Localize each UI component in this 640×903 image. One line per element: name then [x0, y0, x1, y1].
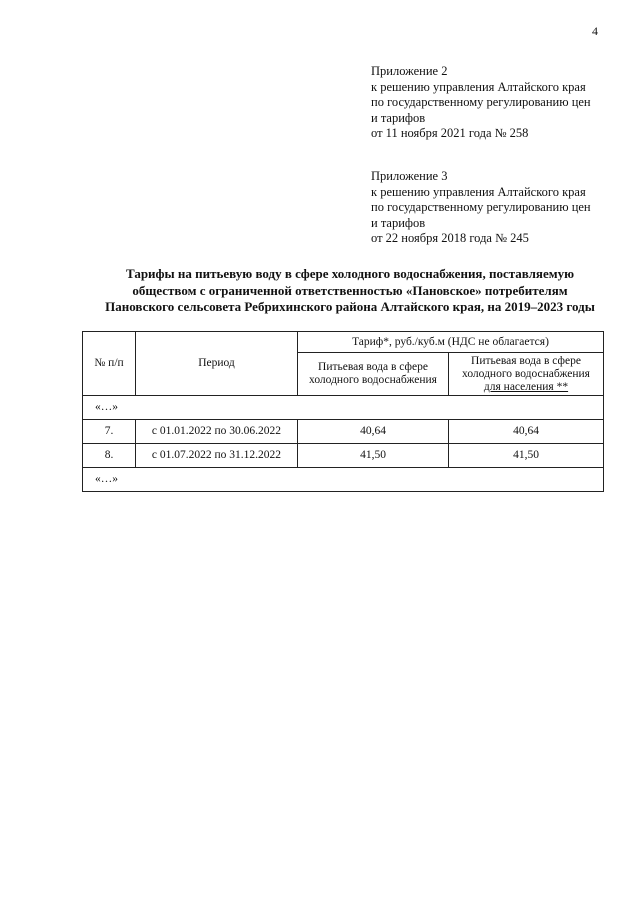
- appendix-3-line: по государственному регулированию цен: [371, 200, 591, 214]
- header-population-line: холодного водоснабжения: [462, 367, 590, 380]
- appendix-3-line: Приложение 3: [371, 169, 448, 183]
- title-line: Тарифы на питьевую воду в сфере холодного водоснабжения, поставляемую: [125, 266, 575, 281]
- title-line: обществом с ограниченной ответственностью «Пановское» потребителям: [132, 282, 568, 298]
- appendix-3-line: от 22 ноября 2018 года № 245: [371, 231, 529, 245]
- tariff-table: [82, 331, 604, 492]
- header-population-line: Питьевая вода в сфере: [471, 354, 581, 367]
- appendix-2-block: [371, 64, 621, 142]
- document-title: [60, 266, 640, 316]
- cell-number: 7.: [83, 420, 136, 444]
- header-number: № п/п: [83, 332, 136, 396]
- appendix-3-line: и тарифов: [371, 215, 426, 230]
- appendix-3-line: к решению управления Алтайского края: [371, 184, 586, 199]
- appendix-2-line: по государственному регулированию цен: [371, 95, 591, 109]
- title-line: Пановского сельсовета Ребрихинского района Алтайского края, на 2019–2023 годы: [105, 299, 595, 314]
- ellipsis-cell: «…»: [83, 468, 604, 492]
- cell-period: с 01.07.2022 по 31.12.2022: [136, 444, 298, 468]
- appendix-2-line: и тарифов: [371, 110, 426, 125]
- table-header-row: [83, 332, 604, 353]
- header-general: Питьевая вода в сфере холодного водоснабжения: [298, 353, 449, 396]
- cell-general: 41,50: [298, 444, 449, 468]
- cell-period: с 01.01.2022 по 30.06.2022: [136, 420, 298, 444]
- table-row: [83, 420, 604, 444]
- cell-population: 40,64: [449, 420, 604, 444]
- table-row-ellipsis: [83, 468, 604, 492]
- page-number: 4: [592, 24, 598, 38]
- cell-number: 8.: [83, 444, 136, 468]
- ellipsis-cell: «…»: [83, 396, 604, 420]
- header-tariff-group: Тариф*, руб./куб.м (НДС не облагается): [298, 332, 604, 353]
- appendix-2-line: Приложение 2: [371, 64, 448, 78]
- cell-general: 40,64: [298, 420, 449, 444]
- table-row-ellipsis: [83, 396, 604, 420]
- appendix-3-block: [371, 169, 621, 247]
- header-population: [449, 353, 604, 396]
- header-period: Период: [136, 332, 298, 396]
- appendix-2-line: от 11 ноября 2021 года № 258: [371, 126, 529, 140]
- cell-population: 41,50: [449, 444, 604, 468]
- appendix-2-line: к решению управления Алтайского края: [371, 79, 586, 94]
- table-row: [83, 444, 604, 468]
- header-population-line: для населения **: [483, 380, 569, 393]
